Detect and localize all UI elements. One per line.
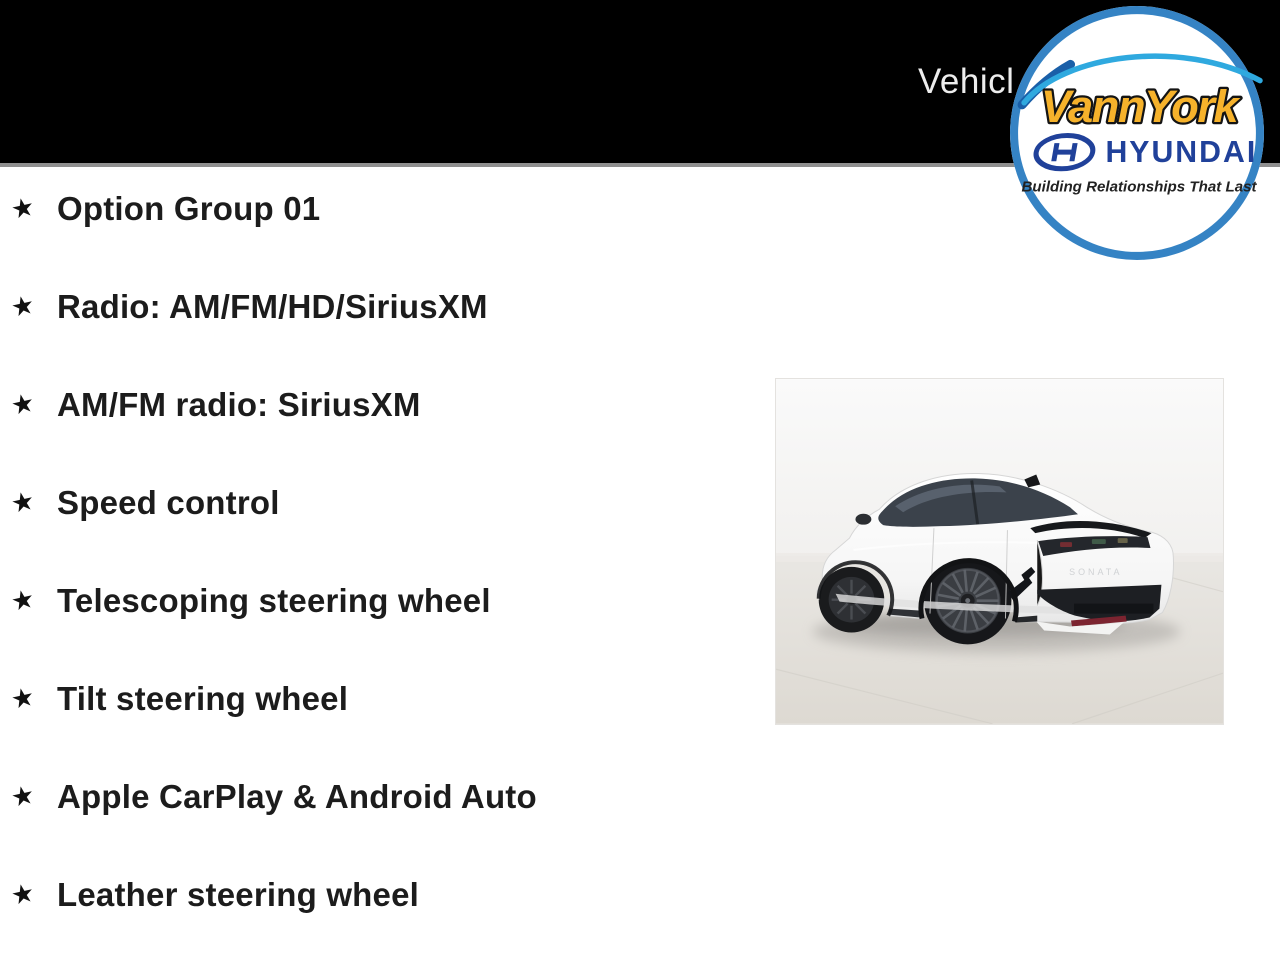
star-bullet-icon: ★ (8, 778, 38, 814)
page-title: Vehicl (918, 62, 1015, 101)
feature-label: Apple CarPlay & Android Auto (57, 778, 537, 815)
star-bullet-icon: ★ (8, 386, 38, 422)
features-list (0, 160, 537, 944)
feature-label: Speed control (57, 484, 280, 521)
feature-item (0, 748, 537, 846)
feature-label: Leather steering wheel (57, 876, 420, 913)
feature-label: Radio: AM/FM/HD/SiriusXM (57, 288, 488, 325)
star-bullet-icon: ★ (8, 484, 38, 520)
feature-item (0, 846, 537, 944)
feature-item (0, 258, 537, 356)
feature-label: Option Group 01 (57, 190, 321, 227)
feature-label: AM/FM radio: SiriusXM (57, 386, 421, 423)
logo-ring (1014, 10, 1260, 256)
trunk-badge: SONATA (1069, 566, 1123, 577)
dealer-name: VannYork (1040, 80, 1238, 132)
feature-item (0, 552, 537, 650)
feature-item (0, 650, 537, 748)
dealer-logo-graphic (1008, 4, 1266, 262)
feature-item (0, 356, 537, 454)
star-bullet-icon: ★ (8, 288, 38, 324)
side-mirror (855, 514, 871, 525)
star-bullet-icon: ★ (8, 876, 38, 912)
car-illustration (776, 379, 1223, 724)
vann-york-hyundai-logo (1008, 4, 1266, 262)
logo-tagline: Building Relationships That Last (1021, 178, 1257, 196)
feature-item (0, 160, 537, 258)
hyundai-wordmark: HYUNDAI (1105, 136, 1258, 170)
feature-label: Telescoping steering wheel (57, 582, 491, 619)
feature-item (0, 454, 537, 552)
star-bullet-icon: ★ (8, 680, 38, 716)
star-bullet-icon: ★ (8, 582, 38, 618)
vehicle-photo (775, 378, 1224, 725)
star-bullet-icon: ★ (8, 190, 38, 226)
feature-label: Tilt steering wheel (57, 680, 349, 717)
